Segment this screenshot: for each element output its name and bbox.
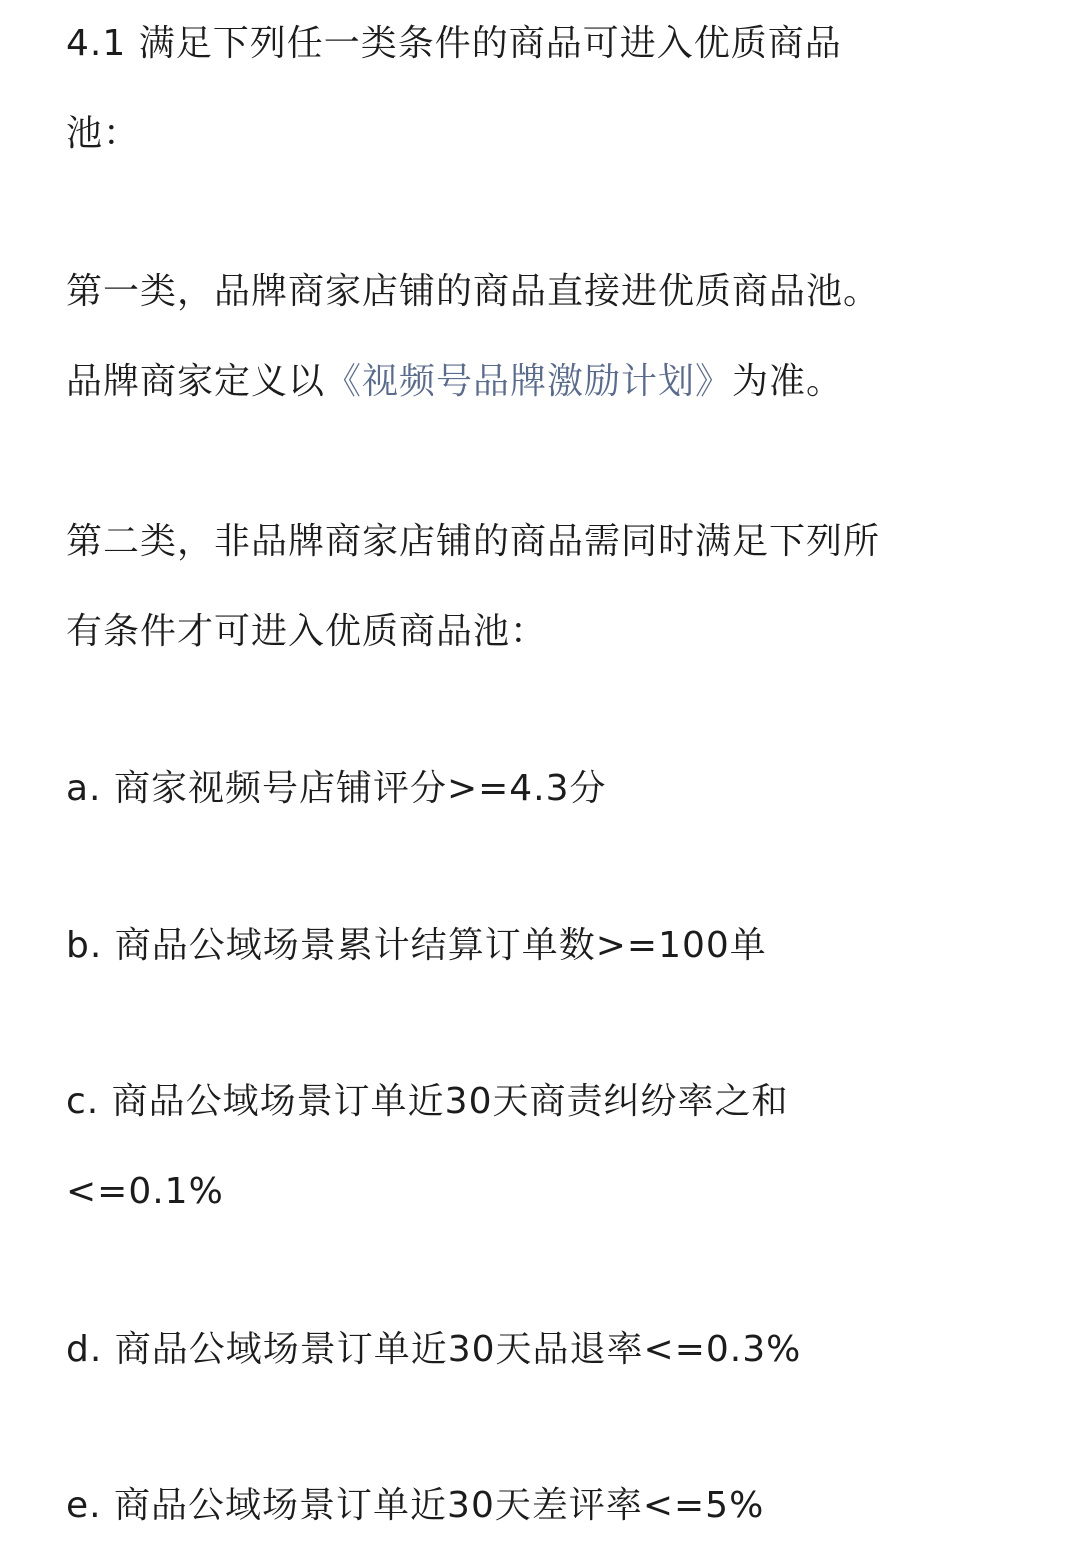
condition-item-a [66, 765, 607, 813]
condition-a-text: a. 商家视频号店铺评分>=4.3分 [66, 768, 607, 809]
condition-item-e [66, 1482, 764, 1530]
category-two-line2: 有条件才可进入优质商品池： [66, 611, 548, 652]
condition-d-text: d. 商品公域场景订单近30天品退率<=0.3% [66, 1329, 802, 1370]
condition-c-text-line1: c. 商品公域场景订单近30天商责纠纷率之和 [66, 1081, 789, 1122]
condition-b-text: b. 商品公域场景累计结算订单数>=100单 [66, 925, 767, 966]
condition-item-b [66, 922, 767, 970]
category-two-paragraph [66, 518, 880, 566]
category-two-line1: 第二类，非品牌商家店铺的商品需同时满足下列所 [66, 521, 881, 562]
category-two-continued [66, 608, 547, 656]
category-one-definition [66, 358, 843, 406]
brand-incentive-plan-link[interactable]: 《视频号品牌激励计划》 [325, 361, 733, 402]
condition-c-text-line2: <=0.1% [66, 1171, 224, 1212]
category-one-paragraph [66, 268, 880, 316]
section-heading-line1: 4.1 满足下列任一类条件的商品可进入优质商品 [66, 23, 842, 64]
condition-item-d [66, 1326, 801, 1374]
category-one-line2-prefix: 品牌商家定义以 [66, 361, 326, 402]
section-heading [66, 20, 842, 68]
section-heading-continued [66, 110, 140, 158]
section-heading-line2: 池： [66, 113, 141, 154]
condition-item-c-continued [66, 1168, 224, 1216]
category-one-line1: 第一类，品牌商家店铺的商品直接进优质商品池。 [66, 271, 881, 312]
category-one-line2-suffix: 为准。 [732, 361, 844, 402]
condition-item-c [66, 1078, 789, 1126]
condition-e-text: e. 商品公域场景订单近30天差评率<=5% [66, 1485, 765, 1526]
